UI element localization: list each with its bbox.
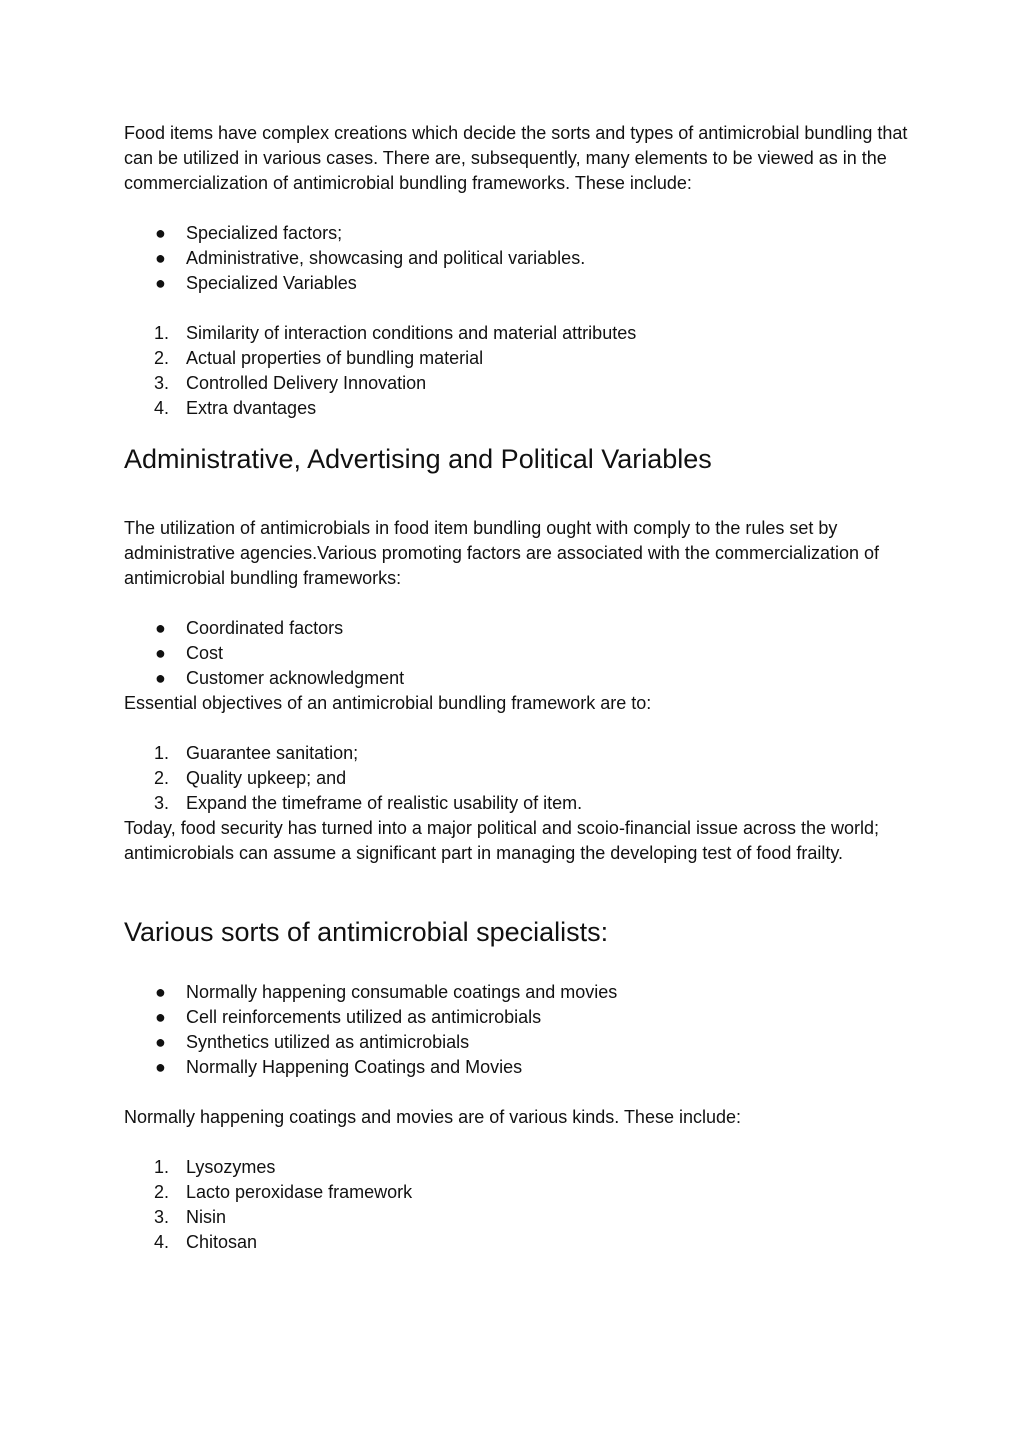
bullet-icon: ● [155,273,166,293]
intro-paragraph: Food items have complex creations which decide the sorts and types of antimicrobial bundling that can be utilized in various cases. There are, subsequently, many elements to be viewed as in the commercialization of antimicrobial bundling frameworks. These include: [124,123,908,193]
list-item: 2. Actual properties of bundling material [124,346,914,371]
list-item: ● Cell reinforcements utilized as antimicrobials [124,1005,914,1030]
closing-paragraph: Today, food security has turned into a major political and scoio-financial issue across the world; antimicrobials can assume a significant part in managing the developing test of food frailty. [124,818,880,863]
bullet-icon: ● [155,643,166,663]
list-item: 3. Controlled Delivery Innovation [124,371,914,396]
list-number: 4. [154,398,170,418]
bullet-icon: ● [155,668,166,688]
section2-numbered-list [124,1155,914,1255]
bullet-icon: ● [155,618,166,638]
intro-numbered-list [124,321,914,421]
list-number: 2. [154,768,170,788]
intro-bullet-list [124,221,914,296]
list-item: ● Synthetics utilized as antimicrobials [124,1030,914,1055]
list-item: 1. Similarity of interaction conditions and material attributes [124,321,914,346]
list-item: 1. Lysozymes [124,1155,914,1180]
list-item: 1. Guarantee sanitation; [124,741,914,766]
list-item: 3. Nisin [124,1205,914,1230]
list-item: ● Administrative, showcasing and political variables. [124,246,914,271]
list-number: 1. [154,1157,170,1177]
list-item: ● Cost [124,641,914,666]
list-number: 2. [154,348,170,368]
list-item: ● Specialized factors; [124,221,914,246]
section1-bullet-list [124,616,914,691]
list-item: 3. Expand the timeframe of realistic usability of item. [124,791,914,816]
bullet-icon: ● [155,248,166,268]
list-number: 3. [154,373,170,393]
section2-paragraph: Normally happening coatings and movies are of various kinds. These include: [124,1107,742,1127]
bullet-icon: ● [155,982,166,1002]
section1-paragraph: The utilization of antimicrobials in food item bundling ought with comply to the rules set by administrative agencies.Various promoting factors are associated with the commercialization of antimicrobial bundling frameworks: [124,518,880,588]
list-number: 3. [154,793,170,813]
list-item: ● Normally Happening Coatings and Movies [124,1055,914,1080]
bullet-icon: ● [155,1032,166,1052]
list-number: 1. [154,323,170,343]
document-page [124,121,914,1255]
list-item: ● Specialized Variables [124,271,914,296]
list-number: 1. [154,743,170,763]
list-item: ● Coordinated factors [124,616,914,641]
list-number: 2. [154,1182,170,1202]
section2-bullet-list [124,980,914,1080]
list-number: 4. [154,1232,170,1252]
section-heading-administrative: Administrative, Advertising and Political Variables [124,444,712,474]
list-number: 3. [154,1207,170,1227]
objectives-intro: Essential objectives of an antimicrobial bundling framework are to: [124,693,652,713]
list-item: ● Normally happening consumable coatings and movies [124,980,914,1005]
list-item: 2. Lacto peroxidase framework [124,1180,914,1205]
list-item: 2. Quality upkeep; and [124,766,914,791]
list-item: ● Customer acknowledgment [124,666,914,691]
section-heading-antimicrobial-specialists: Various sorts of antimicrobial specialists: [124,917,609,947]
objectives-numbered-list [124,741,914,816]
list-item: 4. Chitosan [124,1230,914,1255]
bullet-icon: ● [155,1007,166,1027]
list-item: 4. Extra dvantages [124,396,914,421]
bullet-icon: ● [155,223,166,243]
bullet-icon: ● [155,1057,166,1077]
